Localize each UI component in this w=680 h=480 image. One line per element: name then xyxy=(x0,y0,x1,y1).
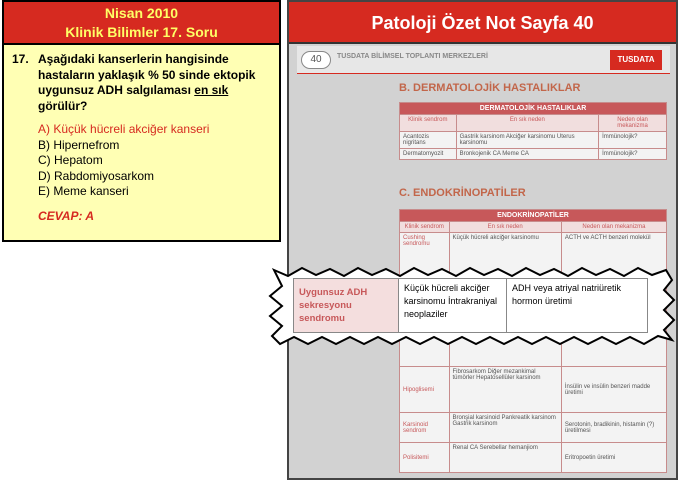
note-title: Patoloji Özet Not Sayfa 40 xyxy=(289,2,676,44)
table-cell: Bronkojenik CA Meme CA xyxy=(456,149,599,160)
zoom-cause: Küçük hücreli akciğer karsinomu İntrakraniyal neoplaziler xyxy=(399,279,507,333)
stem-emphasis: en sık xyxy=(194,83,229,97)
endo-header-3: Neden olan mekanizma xyxy=(561,222,666,233)
derm-table xyxy=(399,102,667,160)
note-panel xyxy=(287,0,678,480)
table-row xyxy=(400,149,667,160)
table-cell: Karsinoid sendrom xyxy=(400,413,450,443)
option-b: B) Hipernefrom xyxy=(38,137,120,152)
zoom-syndrome: Uygunsuz ADH sekresyonu sendromu xyxy=(294,279,399,333)
table-cell: Gastrik karsinom Akciğer karsinomu Uterus karsinomu xyxy=(456,132,599,149)
section-b-title: B. DERMATOLOJİK HASTALIKLAR xyxy=(399,82,581,94)
table-cell: Küçük hücreli akciğer karsinomu xyxy=(449,233,561,281)
page-strip-title: TUSDATA BİLİMSEL TOPLANTI MERKEZLERİ xyxy=(337,53,488,60)
page-header-strip xyxy=(297,46,670,74)
table-row xyxy=(400,132,667,149)
table-row xyxy=(400,413,667,443)
table-row xyxy=(294,279,648,333)
section-c-title: C. ENDOKRİNOPATİLER xyxy=(399,187,526,199)
answer-text: CEVAP: A xyxy=(38,208,95,223)
derm-header-3: Neden olan mekanizma xyxy=(599,115,667,132)
table-cell: İmmünolojik? xyxy=(599,132,667,149)
exam-date: Nisan 2010 xyxy=(104,5,179,21)
zoom-callout xyxy=(268,266,680,346)
page-number: 40 xyxy=(301,51,331,69)
table-cell: Renal CA Serebellar hemanjiom xyxy=(449,443,561,473)
option-d: D) Rabdomiyosarkom xyxy=(38,168,155,183)
question-body xyxy=(4,45,279,224)
exam-question-label: Klinik Bilimler 17. Soru xyxy=(65,24,218,40)
table-cell: İmmünolojik? xyxy=(599,149,667,160)
option-a: A) Küçük hücreli akciğer kanseri xyxy=(38,122,210,136)
stem-part2: görülür? xyxy=(38,98,88,113)
zoom-table xyxy=(293,278,648,333)
publisher-logo: TUSDATA xyxy=(610,50,662,70)
table-cell: Serotonin, bradikinin, histamin (?) üretilmesi xyxy=(561,413,666,443)
table-cell: Fibrosarkom Diğer mezankimal tümörler Hepatosellüler karsinom xyxy=(449,367,561,413)
table-cell: Acantozis nigritans xyxy=(400,132,457,149)
table-cell: Cushing sendromu xyxy=(400,233,450,281)
derm-header-1: Klinik sendrom xyxy=(400,115,457,132)
stem-part1: Aşağıdaki kanserlerin hangisinde hastaların yaklaşık % 50 sinde ektopik uygunsuz ADH salgılaması xyxy=(38,52,256,97)
question-card xyxy=(2,0,281,242)
derm-table-title: DERMATOLOJİK HASTALIKLAR xyxy=(400,103,667,115)
endo-header-2: En sık neden xyxy=(449,222,561,233)
table-cell: İnsülin ve insülin benzeri madde üretimi xyxy=(561,367,666,413)
derm-header-2: En sık neden xyxy=(456,115,599,132)
table-cell: ACTH ve ACTH benzeri molekül xyxy=(561,233,666,281)
table-cell: Bronşial karsinoid Pankreatik karsinom Gastrik karsinom xyxy=(449,413,561,443)
option-e: E) Meme kanseri xyxy=(38,184,129,198)
question-text xyxy=(38,52,271,114)
table-cell: Polisitemi xyxy=(400,443,450,473)
options-list xyxy=(38,122,271,200)
table-cell: Dermatomyozit xyxy=(400,149,457,160)
question-stem xyxy=(12,52,271,114)
question-number: 17. xyxy=(12,52,29,66)
endo-header-1: Klinik sendrom xyxy=(400,222,450,233)
table-cell: Eritropoetin üretimi xyxy=(561,443,666,473)
table-row xyxy=(400,367,667,413)
table-row xyxy=(400,443,667,473)
endo-table-title: ENDOKRİNOPATİLER xyxy=(400,210,667,222)
question-header xyxy=(4,2,279,45)
option-c: C) Hepatom xyxy=(38,153,103,167)
table-cell: Hipoglisemi xyxy=(400,367,450,413)
zoom-mechanism: ADH veya atriyal natriüretik hormon üretimi xyxy=(507,279,648,333)
